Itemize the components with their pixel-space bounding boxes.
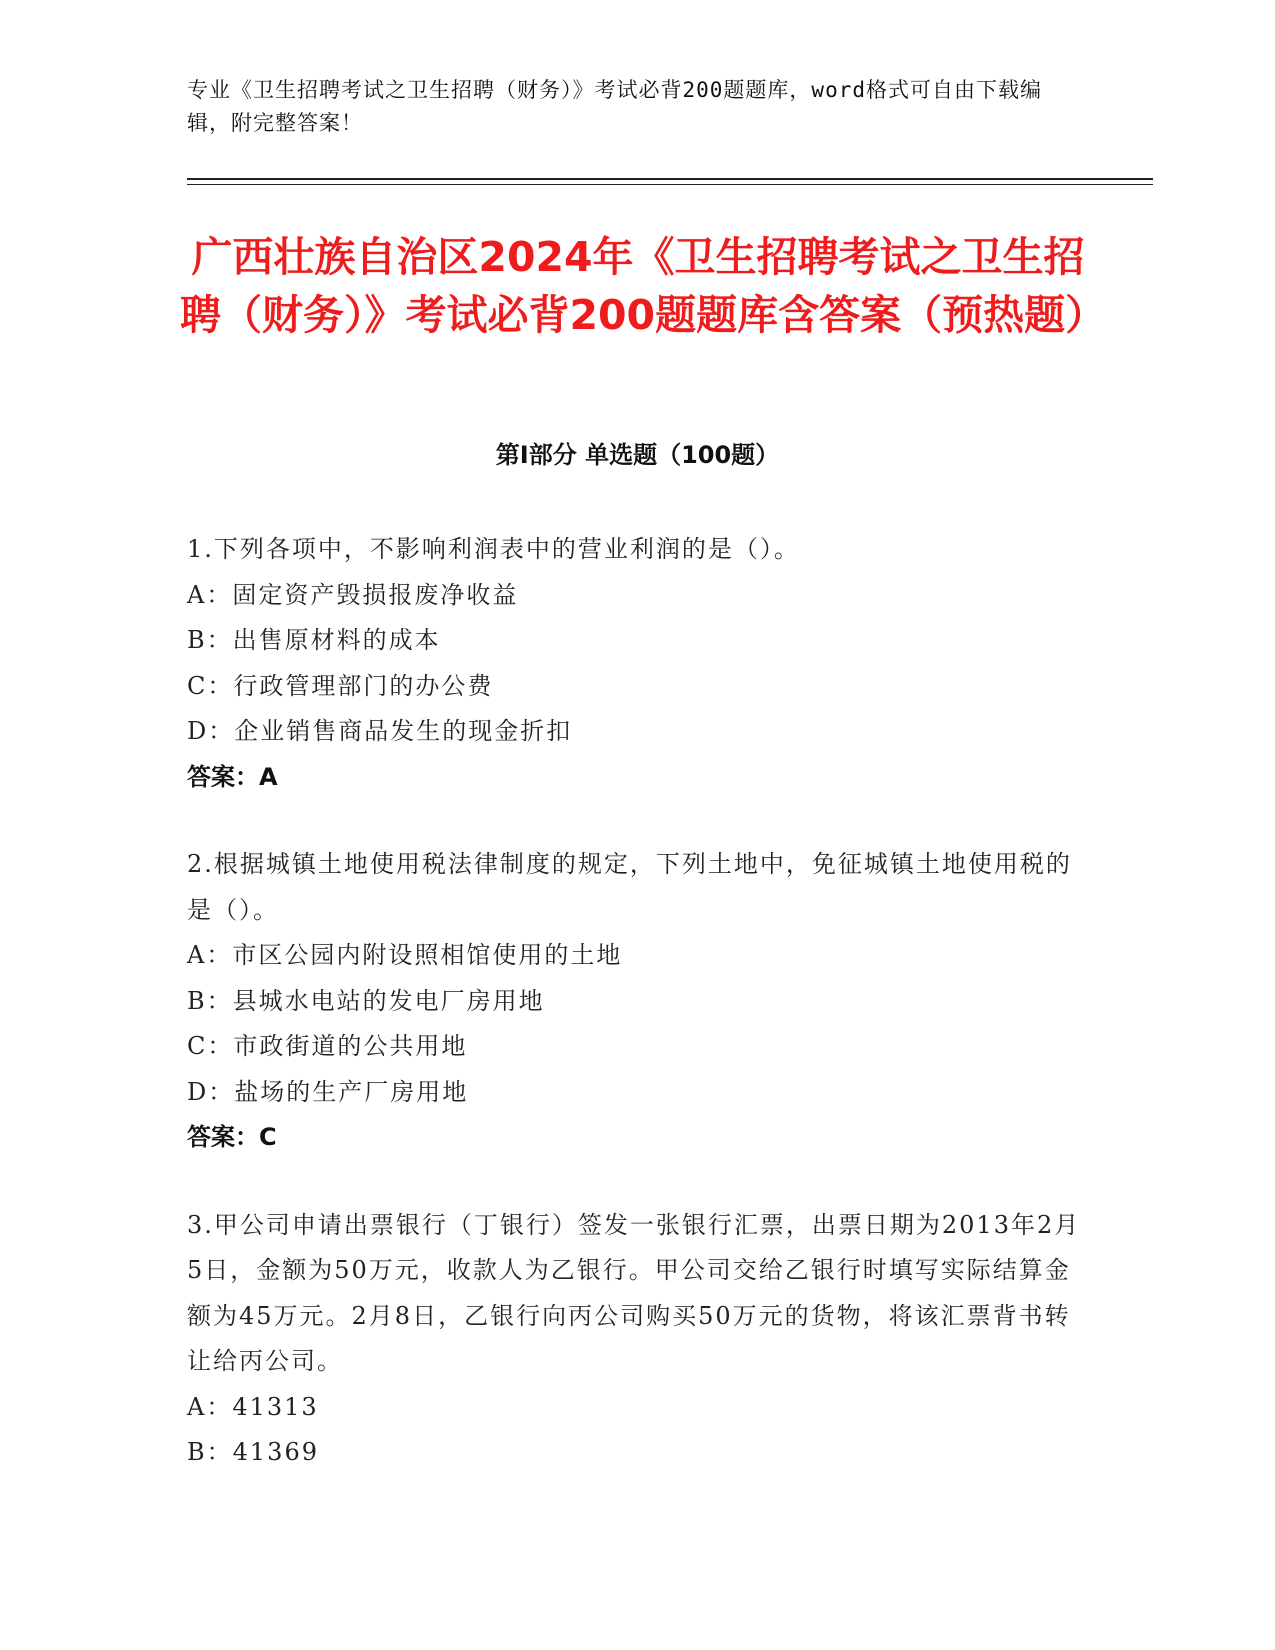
question-1 <box>187 527 1087 800</box>
question-list <box>187 527 1087 1518</box>
answer-line: 答案：A <box>187 762 278 791</box>
option-c: C：市政街道的公共用地 <box>187 1032 468 1060</box>
header-rule-thin <box>187 184 1153 185</box>
question-2 <box>187 842 1087 1161</box>
question-stem: 2.根据城镇土地使用税法律制度的规定，下列土地中，免征城镇土地使用税的是（）。 <box>187 850 1072 924</box>
option-a: A：固定资产毁损报废净收益 <box>187 580 519 609</box>
header-rule-thick <box>187 178 1153 180</box>
option-c: C：行政管理部门的办公费 <box>187 671 494 700</box>
header-note: 专业《卫生招聘考试之卫生招聘（财务）》考试必背200题题库，word格式可自由下载编辑，附完整答案！ <box>187 78 1042 135</box>
option-b: B：县城水电站的发电厂房用地 <box>187 986 545 1015</box>
question-3 <box>187 1203 1087 1476</box>
option-a: A：41313 <box>187 1392 319 1421</box>
option-b: B：41369 <box>187 1438 319 1466</box>
option-d: D：盐场的生产厂房用地 <box>187 1077 469 1106</box>
question-stem: 1.下列各项中，不影响利润表中的营业利润的是（）。 <box>187 535 800 563</box>
answer-line: 答案：C <box>187 1123 277 1151</box>
option-d: D：企业销售商品发生的现金折扣 <box>187 717 573 745</box>
option-a: A：市区公园内附设照相馆使用的土地 <box>187 941 623 969</box>
section-heading: 第I部分 单选题（100题） <box>495 441 780 469</box>
document-title: 广西壮族自治区2024年《卫生招聘考试之卫生招聘（财务）》考试必背200题题库含答案（预热题） <box>180 233 1107 339</box>
question-stem: 3.甲公司申请出票银行（丁银行）签发一张银行汇票，出票日期为2013年2月5日，金额为50万元，收款人为乙银行。甲公司交给乙银行时填写实际结算金额为45万元。2月8日，乙银行向丙公司购买50万元的货物，将该汇票背书转让给丙公司。 <box>187 1210 1081 1375</box>
option-b: B：出售原材料的成本 <box>187 626 441 654</box>
